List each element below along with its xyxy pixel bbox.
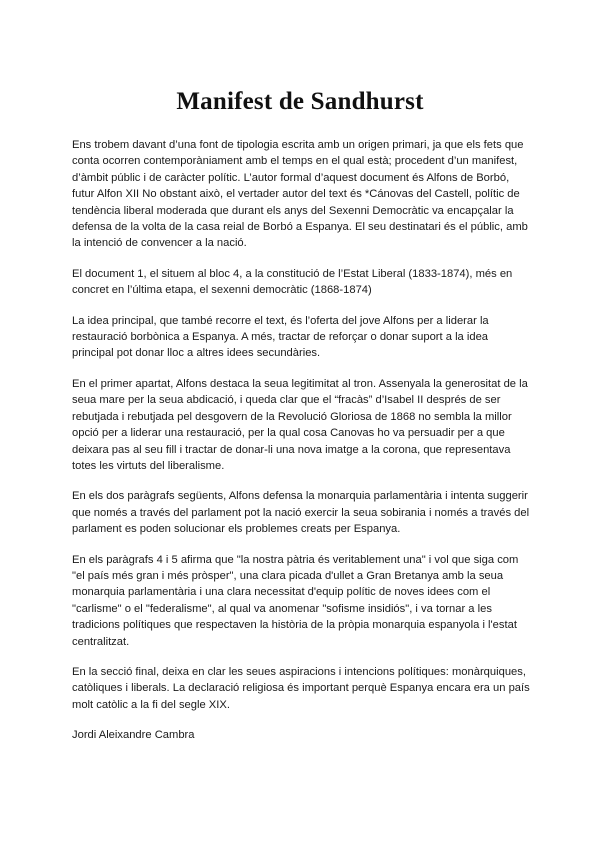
paragraph-final-section: En la secció final, deixa en clar les seues aspiracions i intencions polítiques: monàrquiques, catòliques i liberals. La declaració religiosa és important perquè Espanya encara era un país molt catòlic a la fi del segle XIX. xyxy=(72,665,530,711)
paragraph-main-idea: La idea principal, que també recorre el text, és l’oferta del jove Alfons per a liderar la restauració borbònica a Espanya. A més, tractar de reforçar o donar suport a la idea principal pot donar lloc a altres idees secundàries. xyxy=(72,314,489,360)
paragraph-paragraphs-4-5: En els paràgrafs 4 i 5 afirma que "la nostra pàtria és veritablement una" i vol que siga com "el país més gran i més pròsper", una clara picada d'ullet a Gran Bretanya amb la seua monarquia parlamentària i una clara necessitat d'equip polític de noves idees com el "carlisme" o el "federalisme", al qual va anomenar "sofisme insidiós", i va tornar a les tradicions polítiques que respectaven la història de la pròpia monarquia espanyola i l'estat centralitzat. xyxy=(72,553,519,648)
paragraph-source: Ens trobem davant d’una font de tipologia escrita amb un origen primari, ja que els fets que conta ocorren contemporàniament amb el temps en el qual està; procedent d’un manifest, d’àmbit públic i de caràcter polític. L’autor formal d’aquest document és Alfons de Borbó, futur Alfon XII No obstant això, el vertader autor del text és *Cánovas del Castell, polític de tendència liberal moderada que durant els anys del Sexenni Democràtic va encapçalar la defensa de la volta de la casa reial de Borbó a Espanya. El seu destinatari és el públic, amb la intenció de convencer a la nació. xyxy=(72,139,528,250)
paragraph-parliamentary-monarchy: En els dos paràgrafs següents, Alfons defensa la monarquia parlamentària i intenta suggerir que només a través del parlament pot la nació exercir la seua sobirania i només a través del parlament es poden solucionar els problemes creats per Espanya. xyxy=(72,490,530,536)
page-title: Manifest de Sandhurst xyxy=(176,88,424,115)
paragraph-first-section: En el primer apartat, Alfons destaca la seua legitimitat al tron. Assenyala la generositat de la seua mare per la seua abdicació, i queda clar que el “fracàs” d’Isabel II després de ser rebutjada i rebutjada pel desgovern de la Revolució Gloriosa de 1868 no sembla la millor opció per a liderar una restauració, per la qual cosa Canovas ho va persuadir per a que deixara pas al seu fill i tractar de donar-li una nova imatge a la corona, que representava totes les virtuts del liberalisme. xyxy=(72,377,528,472)
paragraph-context: El document 1, el situem al bloc 4, a la constitució de l’Estat Liberal (1833-1874), més en concret en l’última etapa, el sexenni democràtic (1868-1874) xyxy=(72,267,513,297)
document-body xyxy=(72,137,530,758)
author-signature: Jordi Aleixandre Cambra xyxy=(72,729,195,742)
